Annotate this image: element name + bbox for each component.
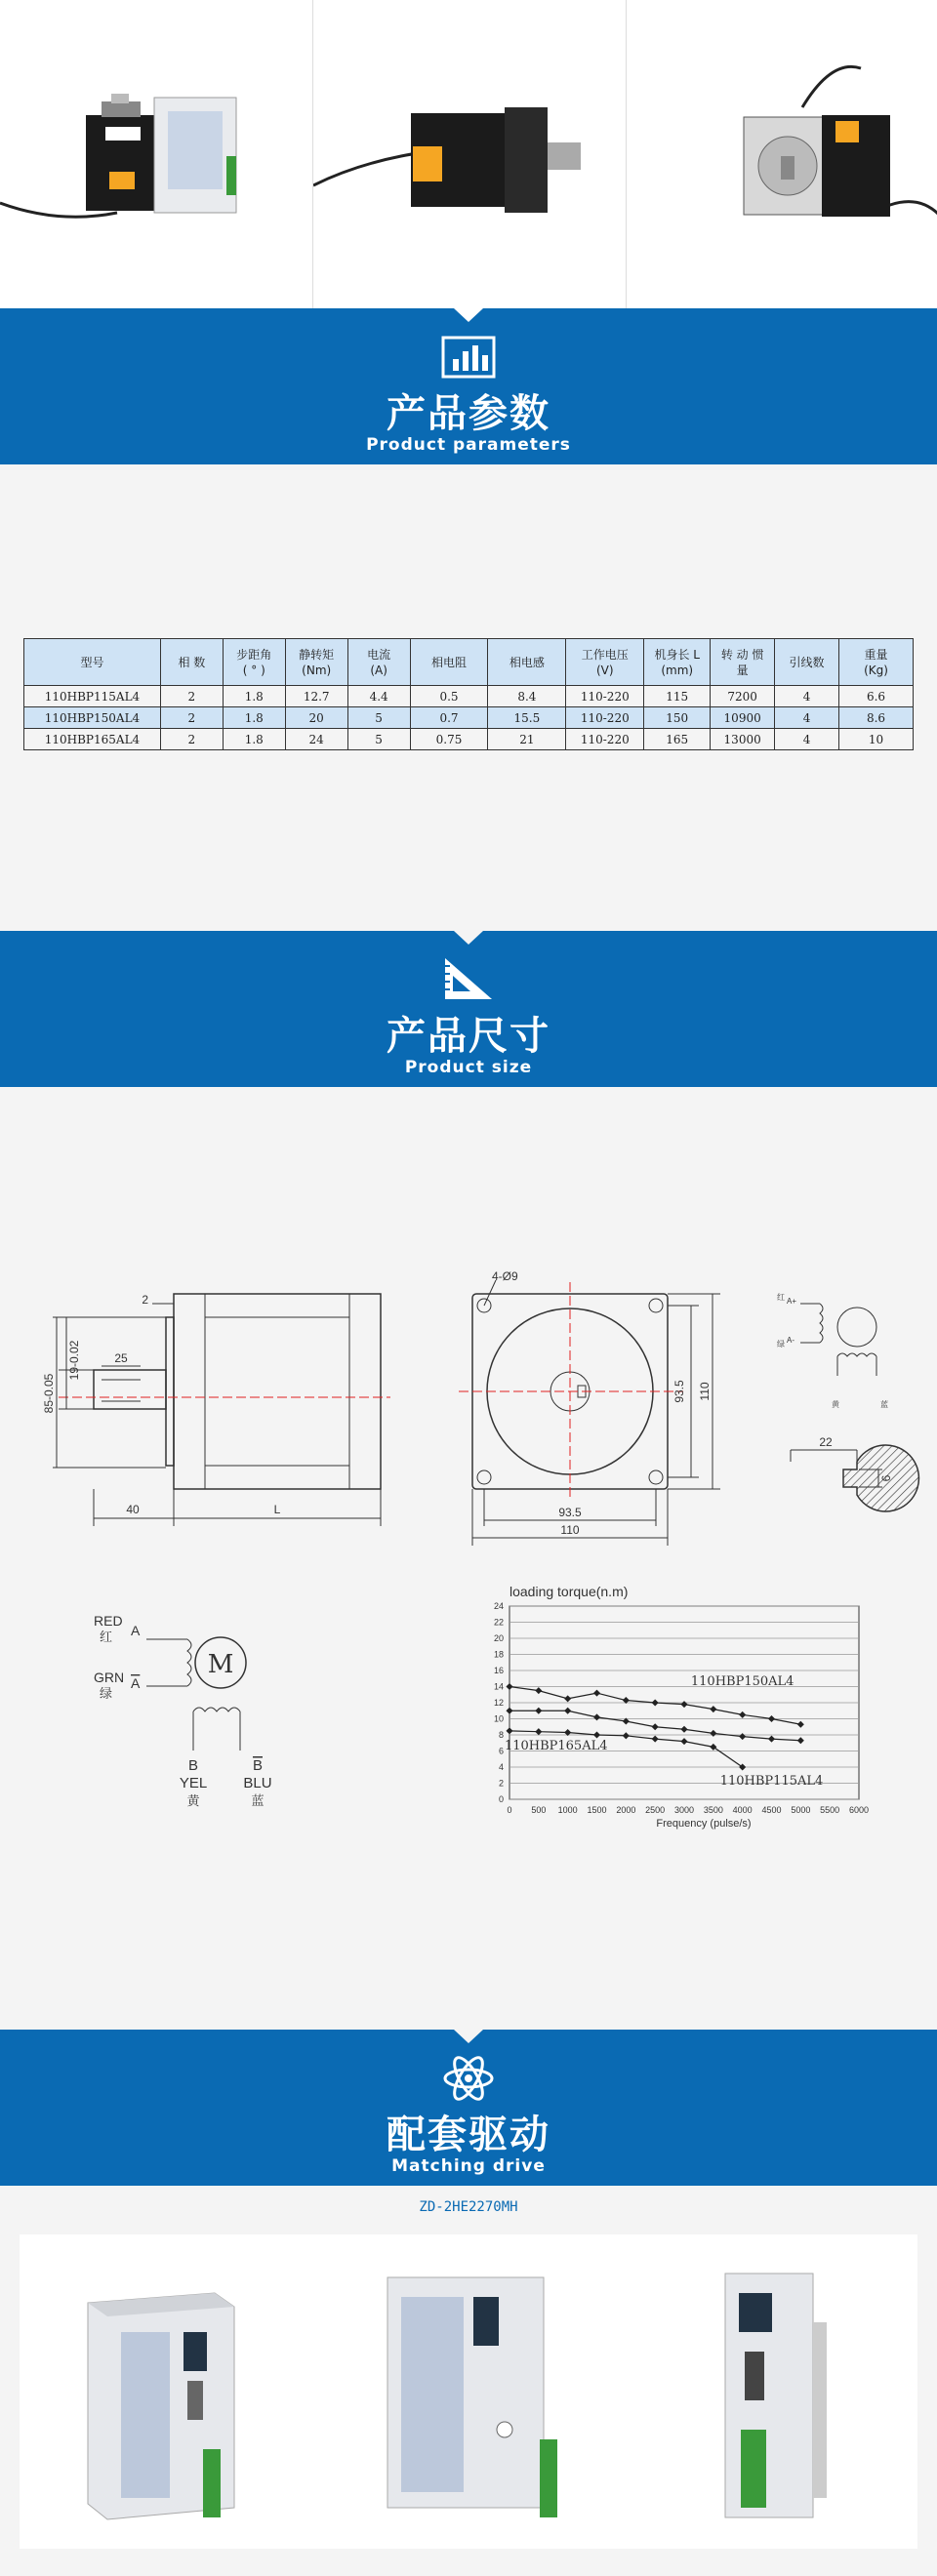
cell-holding-torque: 24 — [285, 729, 347, 750]
dim-holes: 4-Ø9 — [492, 1269, 518, 1283]
shaft-section-drawing — [791, 1445, 918, 1511]
cell-resistance: 0.7 — [410, 707, 488, 729]
wiring-blu-label: BLU — [243, 1775, 272, 1791]
wiring-yel-label: YEL — [179, 1775, 208, 1791]
cell-phases: 2 — [160, 729, 223, 750]
set-square-icon — [439, 954, 498, 1005]
chart-data-point — [535, 1708, 542, 1714]
driver-photo-angle-left — [20, 2234, 319, 2549]
params-title: 产品参数 — [387, 391, 550, 436]
atom-icon — [439, 2053, 498, 2104]
dim-shaft-key: 6 — [879, 1474, 893, 1482]
cell-holding-torque: 12.7 — [285, 686, 347, 707]
header-weight: 重量 (Kg) — [839, 639, 914, 686]
drive-photo-strip — [20, 2234, 917, 2549]
chart-y-tick-label: 2 — [498, 1778, 504, 1789]
param-header-row — [24, 639, 914, 686]
banner-notch — [454, 308, 483, 322]
cell-step-angle: 1.8 — [223, 707, 285, 729]
motor-front-photo — [627, 0, 937, 308]
wiring-yel-cn: 黄 — [186, 1793, 200, 1808]
header-inductance: 相电感 — [488, 639, 566, 686]
cell-model: 110HBP115AL4 — [24, 686, 161, 707]
params-banner — [0, 308, 937, 464]
header-leads: 引线数 — [775, 639, 839, 686]
dim-key-length: 25 — [114, 1351, 128, 1365]
cell-current: 5 — [347, 707, 410, 729]
cell-body-length: 165 — [644, 729, 711, 750]
chart-data-point — [593, 1731, 600, 1738]
cell-inductance: 8.4 — [488, 686, 566, 707]
cell-body-length: 115 — [644, 686, 711, 707]
dim-pitch-vertical: 93.5 — [672, 1380, 686, 1403]
param-table — [23, 638, 914, 750]
header-step-angle: 步距角 ( ° ) — [223, 639, 285, 686]
bar-chart-icon — [439, 332, 498, 382]
dim-shaft-flat: 22 — [819, 1435, 833, 1449]
cell-model: 110HBP165AL4 — [24, 729, 161, 750]
cell-step-angle: 1.8 — [223, 686, 285, 707]
chart-x-tick-label: 1500 — [587, 1805, 607, 1815]
cell-inertia: 10900 — [711, 707, 775, 729]
chart-x-tick-label: 5500 — [820, 1805, 840, 1815]
chart-data-point — [680, 1701, 687, 1708]
chart-x-tick-label: 2500 — [645, 1805, 666, 1815]
driver-photo-side — [618, 2234, 917, 2549]
side-view-drawing — [53, 1294, 390, 1526]
cell-leads: 4 — [775, 729, 839, 750]
chart-y-tick-label: 18 — [493, 1649, 504, 1660]
chart-data-point — [623, 1732, 630, 1739]
cell-model: 110HBP150AL4 — [24, 707, 161, 729]
size-subtitle: Product size — [404, 1058, 533, 1077]
chart-data-point — [506, 1683, 512, 1690]
param-table-container — [23, 638, 914, 750]
dim-flange: 2 — [142, 1293, 148, 1307]
header-model: 型号 — [24, 639, 161, 686]
header-resistance: 相电阻 — [410, 639, 488, 686]
chart-data-point — [652, 1736, 659, 1743]
chart-data-point — [506, 1708, 512, 1714]
cell-body-length: 150 — [644, 707, 711, 729]
wiring-red-label: RED — [94, 1613, 123, 1629]
wiring-b-label: B — [187, 1757, 199, 1774]
chart-x-tick-label: 0 — [507, 1805, 512, 1815]
chart-data-point — [768, 1736, 775, 1743]
chart-x-tick-label: 4500 — [761, 1805, 782, 1815]
cell-inertia: 7200 — [711, 686, 775, 707]
drive-subtitle: Matching drive — [391, 2156, 546, 2176]
cell-phases: 2 — [160, 686, 223, 707]
motor-symbol: M — [207, 1650, 234, 1679]
size-banner — [0, 931, 937, 1087]
chart-data-point — [564, 1708, 571, 1714]
header-voltage: 工作电压 (V) — [566, 639, 644, 686]
cell-phases: 2 — [160, 707, 223, 729]
chart-x-tick-label: 6000 — [848, 1805, 870, 1815]
chart-data-point — [797, 1721, 804, 1728]
chart-y-tick-label: 22 — [493, 1617, 504, 1628]
drive-model-label: ZD-2HE2270MH — [419, 2199, 518, 2215]
chart-x-tick-label: 1000 — [557, 1805, 578, 1815]
chart-data-point — [710, 1744, 716, 1751]
chart-data-point — [739, 1763, 746, 1770]
chart-x-tick-label: 500 — [531, 1805, 547, 1815]
wiring-b-bar-label: B — [252, 1757, 264, 1774]
cell-inductance: 21 — [488, 729, 566, 750]
size-title: 产品尺寸 — [387, 1014, 550, 1059]
cell-inertia: 13000 — [711, 729, 775, 750]
chart-series-label: 110HBP115AL4 — [719, 1774, 824, 1790]
cell-voltage: 110-220 — [566, 686, 644, 707]
driver-photo-front — [319, 2234, 619, 2549]
dim-pitch-horizontal: 93.5 — [558, 1506, 582, 1519]
chart-data-point — [535, 1728, 542, 1735]
cell-resistance: 0.5 — [410, 686, 488, 707]
chart-x-tick-label: 5000 — [791, 1805, 811, 1815]
chart-data-point — [680, 1726, 687, 1733]
chart-y-tick-label: 14 — [493, 1681, 504, 1692]
table-row — [24, 707, 914, 729]
chart-series-label: 110HBP165AL4 — [504, 1738, 608, 1753]
chart-data-point — [768, 1715, 775, 1722]
dim-body-length: L — [273, 1503, 281, 1516]
chart-x-axis-label: Frequency (pulse/s) — [656, 1818, 752, 1830]
header-phases: 相 数 — [160, 639, 223, 686]
chart-data-point — [652, 1699, 659, 1706]
cell-step-angle: 1.8 — [223, 729, 285, 750]
table-row — [24, 686, 914, 707]
header-holding-torque: 静转矩 (Nm) — [285, 639, 347, 686]
chart-data-point — [739, 1733, 746, 1740]
banner-notch — [454, 931, 483, 945]
chart-x-tick-label: 3500 — [703, 1805, 723, 1815]
small-wiring-blue: 蓝 — [880, 1400, 888, 1409]
chart-title: loading torque(n.m) — [509, 1584, 629, 1599]
chart-y-tick-label: 24 — [493, 1601, 504, 1611]
torque-chart — [494, 1584, 869, 1830]
small-wiring-a-minus: A- — [787, 1336, 794, 1345]
header-inertia: 转 动 惯 量 — [711, 639, 775, 686]
chart-data-point — [797, 1737, 804, 1744]
chart-data-point — [710, 1730, 716, 1737]
cell-voltage: 110-220 — [566, 707, 644, 729]
chart-x-tick-label: 2000 — [616, 1805, 636, 1815]
chart-data-point — [652, 1723, 659, 1730]
cell-inductance: 15.5 — [488, 707, 566, 729]
dim-pilot-dia: 85-0.05 — [42, 1373, 56, 1414]
params-subtitle: Product parameters — [366, 435, 571, 455]
chart-data-point — [739, 1711, 746, 1718]
chart-y-tick-label: 20 — [493, 1633, 504, 1643]
small-wiring-diagram — [800, 1304, 876, 1376]
chart-data-point — [564, 1695, 571, 1702]
cell-current: 5 — [347, 729, 410, 750]
size-drawings — [0, 1087, 937, 2030]
front-view-drawing — [459, 1280, 720, 1546]
cell-weight: 10 — [839, 729, 914, 750]
wiring-grn-cn: 绿 — [100, 1686, 113, 1701]
chart-x-tick-label: 3000 — [673, 1805, 695, 1815]
drive-title: 配套驱动 — [387, 2113, 550, 2157]
cell-current: 4.4 — [347, 686, 410, 707]
chart-data-point — [710, 1706, 716, 1712]
chart-y-tick-label: 10 — [493, 1713, 504, 1724]
dim-shaft-dia: 19-0.02 — [67, 1340, 81, 1381]
chart-data-point — [506, 1727, 512, 1734]
small-wiring-red: 红 — [777, 1293, 785, 1302]
chart-y-tick-label: 8 — [498, 1730, 504, 1740]
dim-shaft-length: 40 — [126, 1503, 140, 1516]
dim-size-horizontal: 110 — [560, 1523, 580, 1537]
chart-y-tick-label: 0 — [498, 1794, 504, 1804]
small-wiring-a-plus: A+ — [787, 1297, 797, 1306]
motor-with-driver-photo — [0, 0, 313, 308]
wiring-blu-cn: 蓝 — [251, 1793, 265, 1808]
chart-data-point — [535, 1687, 542, 1694]
table-row — [24, 729, 914, 750]
cell-resistance: 0.75 — [410, 729, 488, 750]
header-body-length: 机身长 L (mm) — [644, 639, 711, 686]
chart-data-point — [593, 1713, 600, 1720]
wiring-grn-label: GRN — [94, 1670, 125, 1685]
dim-size-vertical: 110 — [698, 1382, 712, 1401]
chart-data-point — [593, 1690, 600, 1697]
wiring-a-bar-label: A — [131, 1675, 141, 1691]
drive-banner — [0, 2030, 937, 2186]
cell-voltage: 110-220 — [566, 729, 644, 750]
chart-y-tick-label: 6 — [498, 1746, 504, 1756]
cell-leads: 4 — [775, 686, 839, 707]
wiring-a-label: A — [131, 1623, 141, 1638]
chart-data-point — [680, 1738, 687, 1745]
cell-holding-torque: 20 — [285, 707, 347, 729]
chart-series-label: 110HBP150AL4 — [690, 1673, 794, 1689]
motor-side-photo — [313, 0, 627, 308]
chart-y-tick-label: 16 — [493, 1666, 504, 1675]
small-wiring-yellow: 黄 — [832, 1400, 839, 1409]
cell-weight: 8.6 — [839, 707, 914, 729]
small-wiring-green: 绿 — [777, 1340, 785, 1348]
chart-x-tick-label: 4000 — [732, 1805, 753, 1815]
cell-weight: 6.6 — [839, 686, 914, 707]
header-current: 电流 (A) — [347, 639, 410, 686]
cell-leads: 4 — [775, 707, 839, 729]
chart-y-tick-label: 12 — [493, 1698, 504, 1708]
product-photo-strip — [0, 0, 937, 308]
wiring-red-cn: 红 — [100, 1630, 113, 1644]
banner-notch — [454, 2030, 483, 2043]
chart-y-tick-label: 4 — [498, 1762, 504, 1772]
